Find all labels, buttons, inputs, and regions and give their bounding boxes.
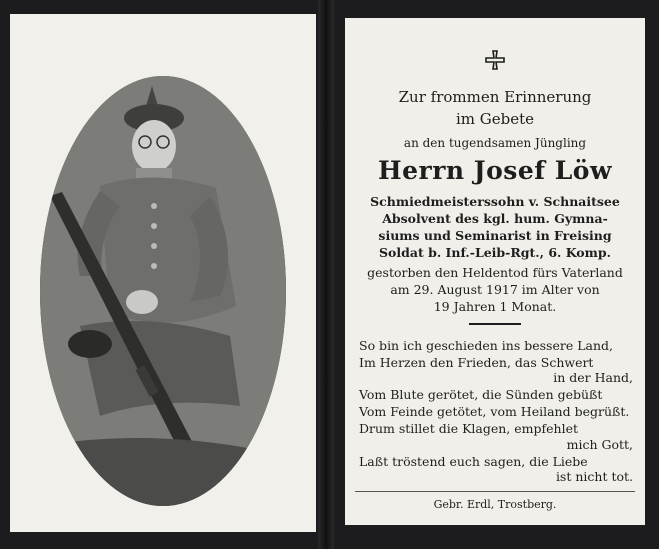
boot xyxy=(68,330,112,358)
soldier-portrait xyxy=(40,76,286,506)
poem-line-4: Vom Blute gerötet, die Sünden gebüßt xyxy=(359,387,603,402)
divider-rule xyxy=(469,323,521,325)
button-1 xyxy=(151,203,157,209)
poem-line-9: ist nicht tot. xyxy=(555,469,633,484)
card-fold xyxy=(318,0,334,549)
death-line-3: 19 Jahren 1 Monat. xyxy=(433,299,557,314)
death-line-1: gestorben den Heldentod fürs Vaterland xyxy=(367,265,623,280)
intro-line-3: an den tugendsamen Jüngling xyxy=(403,136,587,150)
poem-line-3: in der Hand, xyxy=(553,370,633,385)
printer-credit: Gebr. Erdl, Trostberg. xyxy=(433,498,557,511)
intro-line-1: Zur frommen Erinnerung xyxy=(398,88,592,106)
deceased-name: Herrn Josef Löw xyxy=(378,156,612,185)
bio-line-4: Soldat b. Inf.-Leib-Rgt., 6. Komp. xyxy=(379,245,611,260)
bio-line-1: Schmiedmeisterssohn v. Schnaitsee xyxy=(370,194,620,209)
poem-line-5: Vom Feinde getötet, vom Heiland begrüßt. xyxy=(359,404,630,419)
intro-line-2: im Gebete xyxy=(455,110,535,128)
poem-line-6: Drum stillet die Klagen, empfehlet xyxy=(359,421,579,436)
death-line-2: am 29. August 1917 im Alter von xyxy=(390,282,600,297)
button-2 xyxy=(151,223,157,229)
poem-line-7: mich Gott, xyxy=(566,437,633,452)
portrait-panel xyxy=(10,14,316,532)
soldier-portrait-photo xyxy=(40,76,286,506)
button-4 xyxy=(151,263,157,269)
poem-line-2: Im Herzen den Frieden, das Schwert xyxy=(359,355,594,370)
hand xyxy=(126,290,158,314)
button-3 xyxy=(151,243,157,249)
bio-line-3: siums und Seminarist in Freising xyxy=(378,228,612,243)
face xyxy=(132,120,176,172)
bio-line-2: Absolvent des kgl. hum. Gymna- xyxy=(382,211,608,226)
text-panel xyxy=(345,18,645,525)
iron-cross-icon xyxy=(345,50,645,74)
footer-rule xyxy=(355,491,635,492)
poem-line-1: So bin ich geschieden ins bessere Land, xyxy=(359,338,613,353)
poem-line-8: Laßt tröstend euch sagen, die Liebe xyxy=(359,454,588,469)
